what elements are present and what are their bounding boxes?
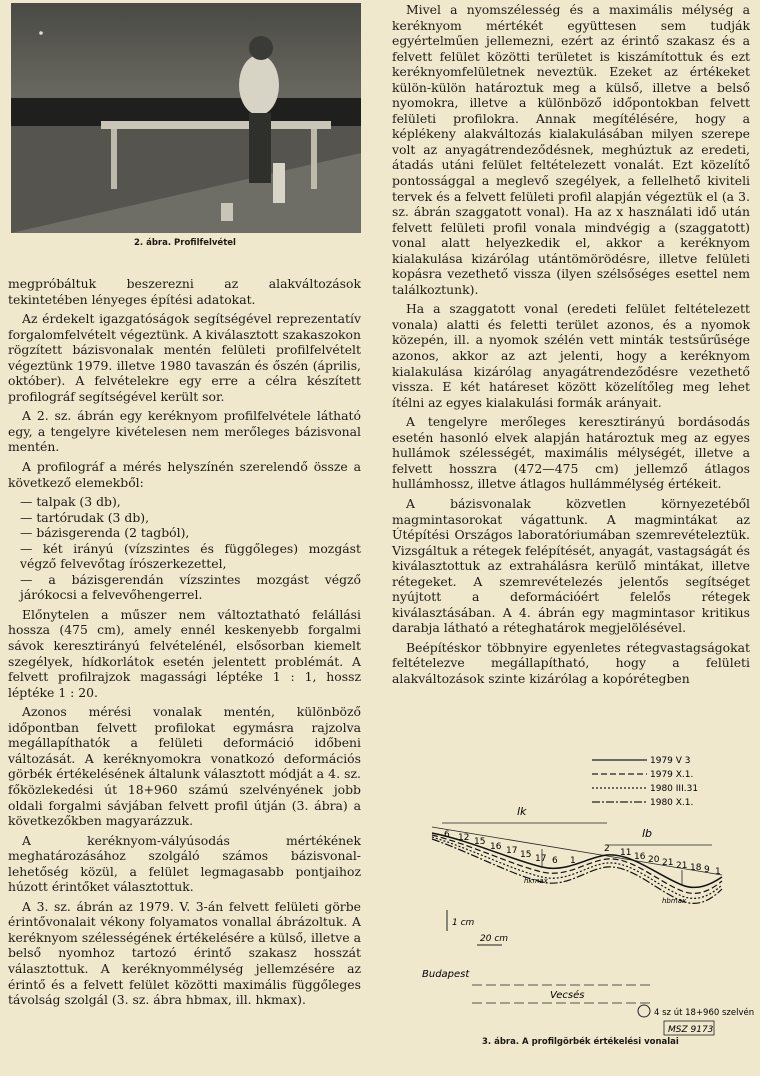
- measure-number: 21: [662, 858, 674, 868]
- measure-number: 21: [676, 861, 688, 871]
- measure-number: 1: [715, 867, 721, 877]
- list-item: — a bázisgerendán vízszintes mozgást végző járókocsi a felvevőhengerrel.: [20, 571, 361, 603]
- legend-label: 1980 III.31: [650, 784, 699, 794]
- list-item: — talpak (3 db),: [20, 494, 121, 510]
- lb-label: lb: [642, 827, 653, 840]
- right-column: [392, 2, 750, 691]
- measure-number: 11: [620, 848, 632, 858]
- profile-curves-svg: [392, 745, 754, 1045]
- paragraph: Ha a szaggatott vonal (eredeti felület feltételezett vonala) alatti és feletti terület azonos, és a nyomok közepén, ill. a nyomok szélén vett minták testsűrűsége azonos, akkor az azt jelenti, hogy a keréknyom kialakulása kizárólag anyagátrendeződésre vezethető vissza. E két határeset között közelítőleg meg lehet ítélni az egyes kialakulási formák arányait.: [392, 301, 750, 410]
- road-number-icon: [638, 1005, 650, 1017]
- measure-number: 17: [506, 846, 518, 856]
- measure-number: 15: [474, 837, 486, 847]
- measure-number: 15: [520, 850, 532, 860]
- paragraph: megpróbáltuk beszerezni az alakváltozások tekintetében lényeges építési adatokat.: [8, 276, 361, 307]
- place-left-label: Budapest: [422, 969, 470, 980]
- measure-number: 9: [704, 865, 710, 875]
- paragraph: A tengelyre merőleges keresztirányú bordásodás esetén hasonló elvek alapján határoztuk meg az egyes hullámok szélességét, maximális mélységét, illetve a felvett hosszra (472—475 cm) jellemző átlagos hullámhossz, illetve átlagos hullámmélység értékeit.: [392, 414, 750, 492]
- paragraph: A profilográf a mérés helyszínén szerelendő össze a következő elemekből:: [8, 459, 361, 490]
- measure-number: 17: [535, 854, 547, 864]
- measure-number: 18: [690, 863, 702, 873]
- legend-label: 1980 X.1.: [650, 798, 694, 808]
- legend-label: 1979 X.1.: [650, 770, 694, 780]
- hb-label: hbmax: [662, 897, 687, 905]
- measure-number: 16: [490, 842, 502, 852]
- measure-number: 1: [570, 856, 576, 866]
- figure3-profile-diagram: [392, 745, 754, 1045]
- paragraph: Előnytelen a műszer nem változtatható felállási hossza (475 cm), amely ennél keskenyebb forgalmi sávok keresztirányú felvételénél, elsősorban kiemelt szegélyek, hídkorlátok esetén jelentett problémát. A felvett profilrajzok magassági léptéke 1 : 1, hossz léptéke 1 : 20.: [8, 606, 361, 700]
- measure-number: 20: [648, 855, 660, 865]
- list-item: — tartórudak (3 db),: [20, 509, 150, 525]
- road-info-label: 4 sz út 18+960 szelvény: [654, 1008, 754, 1018]
- paragraph: Mivel a nyomszélesség és a maximális mélység a keréknyom mértékét együttesen sem tudják egyértelműen jellemezni, ezért az érintő szakasz és a felvett felület közötti területet is kiszámítottuk és ezt keréknyomfelületnek neveztük. Ezeket az értékeket külön-külön határoztuk meg a külső, illetve a belső nyomokra, illetve a különböző időpontokban felvett felületi profilokra. Annak megítélésére, hogy a képlékeny alakváltozás kialakulásában milyen szerepe volt az anyagátrendeződésnek, meghúztuk az eredeti, átadás utáni felület feltételezett vonalát. Ezt közelítő pontossággal a meglevő szegélyek, a fellelhető kiviteli tervek és a felvett felületi profil alapján végeztük el (a 3. sz. ábrán szaggatott vonal). Ha az x használati idő után felvett felületi profil vonala mindvégig a (szaggatott) vonal alatt helyezkedik el, akkor a keréknyom kialakulása kizárólag utántömörödésre, illetve felületi kopásra vezethető vissza (ilyen szélsőséges esettel nem találkoztunk).: [392, 2, 750, 297]
- figure2-caption: 2. ábra. Profilfelvétel: [134, 238, 236, 248]
- code-label: MSZ 9173: [668, 1025, 714, 1035]
- paragraph: A 3. sz. ábrán az 1979. V. 3-án felvett felületi görbe érintővonalait vékony folyamatos vonallal ábrázoltuk. A keréknyom szélességének értékelésére a külső, illetve a belső nyomhoz tartozó érintő szakasz hosszát választottuk. A keréknyommélység jellemzésére az érintő és a felvett felület közötti maximális függőleges távolság szolgál (3. sz. ábra hbmax, ill. hkmax).: [8, 898, 361, 1008]
- paragraph: A keréknyom-vályúsodás mértékének meghatározásához szolgáló számos bázisvonal-lehetőség közül, a felület legmagasabb pontjaihoz húzott érintőket választottuk.: [8, 832, 361, 895]
- measure-number: 6: [444, 830, 450, 840]
- list-item: — két irányú (vízszintes és függőleges) mozgást végző felvevőtag írószerkezettel,: [20, 540, 361, 572]
- horizontal-scale-label: 20 cm: [480, 934, 509, 944]
- paragraph: A 2. sz. ábrán egy keréknyom profilfelvétele látható egy, a tengelyre kivételesen nem merőleges bázisvonal mentén.: [8, 408, 361, 455]
- measure-number: 2: [604, 844, 610, 854]
- hk-label: hkmax: [524, 877, 548, 885]
- vertical-scale-label: 1 cm: [452, 918, 475, 928]
- measure-number: 16: [634, 852, 646, 862]
- figure3-caption: 3. ábra. A profilgörbék értékelési vonalai: [482, 1037, 679, 1047]
- profile-measurement-photo: [11, 3, 361, 233]
- paragraph: Azonos mérési vonalak mentén, különböző időpontban felvett profilokat egymásra rajzolva megállapíthatók a felületi deformáció időbeni változását. A keréknyomokra vonatkozó deformációs görbék értékelésének általunk választott módját a 4. sz. főközlekedési út 18+960 számú szelvényének jobb oldali forgalmi sávjában felvett profil útján (3. ábra) a következőkben magyarázzuk.: [8, 704, 361, 829]
- paragraph: A bázisvonalak közvetlen környezetéből magmintasorokat vágattunk. A magmintákat az Útépítési Országos laboratóriumában szemrevételeztük. Vizsgáltuk a rétegek felépítését, anyagát, vastagságát és kiválasztottuk az extrahálásra kerülő mintákat, illetve rétegeket. A szemrevételezés jelentős segítséget nyújtott a deformációért felelős rétegek kiválasztásában. A 4. ábrán egy magmintasor kritikus darabja látható a réteghatárok megjelölésével.: [392, 495, 750, 636]
- measure-number: 12: [458, 833, 470, 843]
- measure-number: 6: [552, 856, 558, 866]
- legend: [592, 756, 698, 808]
- photo-illustration: [11, 3, 361, 233]
- place-right-label: Vecsés: [550, 990, 585, 1001]
- paragraph: Beépítéskor többnyire egyenletes rétegvastagságokat feltételezve megállapítható, hogy a felületi alakváltozások szinte kizárólag a kopórétegben: [392, 639, 750, 686]
- component-list: [8, 494, 361, 603]
- left-column: [8, 276, 361, 1012]
- paragraph: Az érdekelt igazgatóságok segítségével reprezentatív forgalomfelvételt végeztünk. A kiválasztott szakaszokon rögzített bázisvonalak mentén felületi profilfelvételt végeztünk 1979. illetve 1980 tavaszán és őszén (április, október). A felvételekre egy erre a célra készített profilográf segítségével került sor.: [8, 311, 361, 404]
- lk-label: lk: [517, 805, 527, 818]
- list-item: — bázisgerenda (2 tagból),: [20, 525, 190, 541]
- right-numbers: [604, 844, 721, 877]
- legend-label: 1979 V 3: [650, 756, 691, 766]
